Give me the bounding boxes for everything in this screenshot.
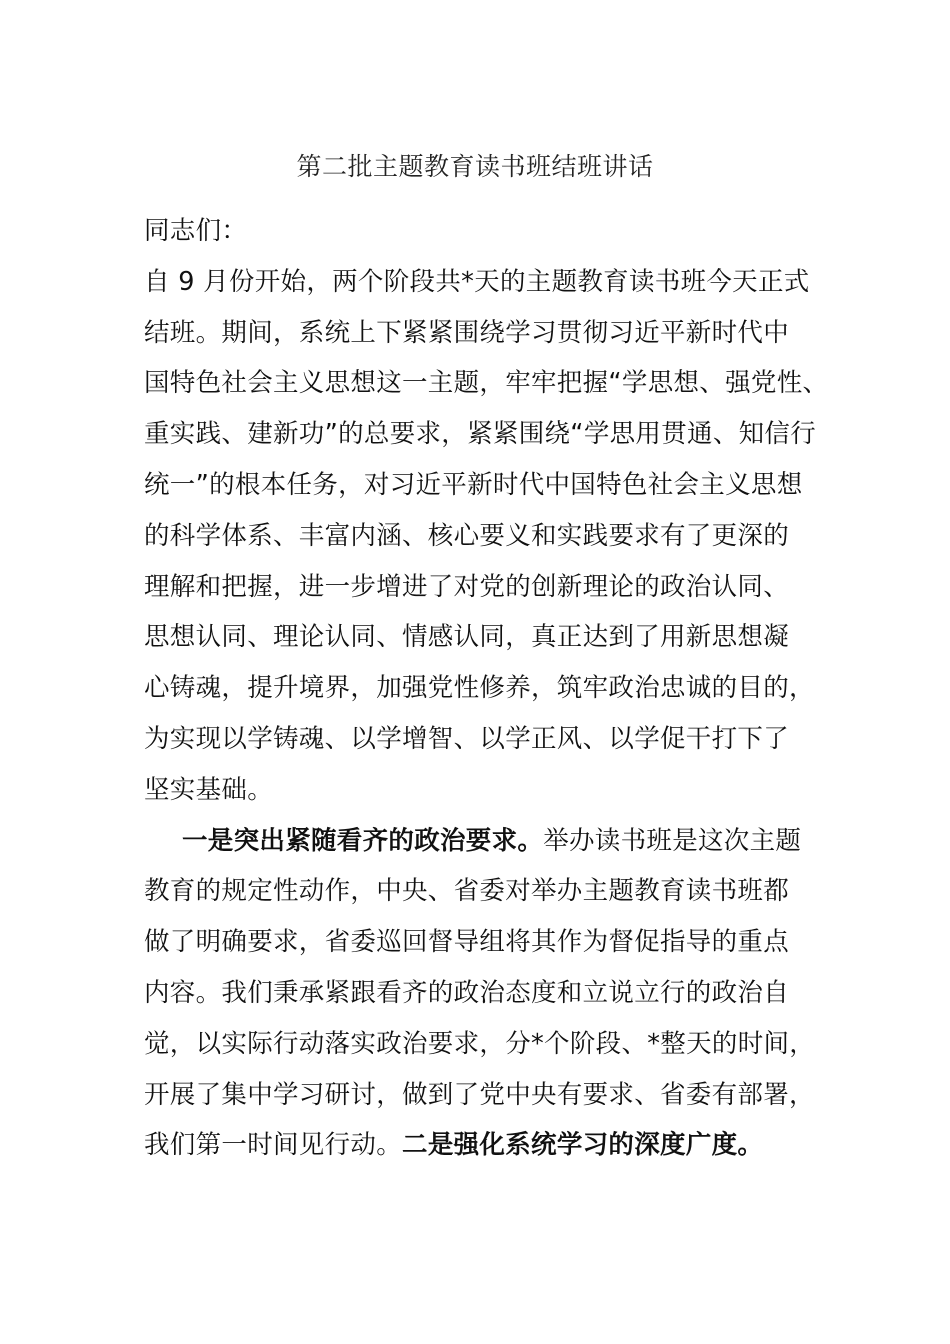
intro-line: 的科学体系、丰富内涵、核心要义和实践要求有了更深的 xyxy=(144,520,790,551)
section1-line: 觉，以实际行动落实政治要求，分*个阶段、*整天的时间， xyxy=(144,1028,816,1059)
intro-line: 理解和把握，进一步增进了对党的创新理论的政治认同、 xyxy=(144,571,790,602)
section1-line: 内容。我们秉承紧跟看齐的政治态度和立说立行的政治自 xyxy=(144,977,790,1008)
section1-line: 教育的规定性动作，中央、省委对举办主题教育读书班都 xyxy=(144,876,790,907)
section1-line: 做了明确要求，省委巡回督导组将其作为督促指导的重点 xyxy=(144,927,790,958)
intro-line: 坚实基础。 xyxy=(144,774,274,805)
intro-line: 结班。期间，系统上下紧紧围绕学习贯彻习近平新时代中 xyxy=(144,317,790,348)
intro-line: 自 9 月份开始，两个阶段共*天的主题教育读书班今天正式 xyxy=(144,266,810,297)
intro-line: 国特色社会主义思想这一主题，牢牢把握“学思想、强党性、 xyxy=(144,368,829,399)
intro-line: 重实践、建新功”的总要求，紧紧围绕“学思用贯通、知信行 xyxy=(144,419,817,450)
salutation: 同志们： xyxy=(144,216,248,246)
section1-line: 开展了集中学习研讨，做到了党中央有要求、省委有部署， xyxy=(144,1079,815,1110)
intro-line: 心铸魂，提升境界，加强党性修养，筑牢政治忠诚的目的， xyxy=(144,673,815,704)
section1-first-line xyxy=(144,820,824,871)
intro-line: 为实现以学铸魂、以学增智、以学正风、以学促干打下了 xyxy=(144,723,790,754)
document-body xyxy=(144,210,829,1175)
section2-heading: 二是强化系统学习的深度广度。 xyxy=(402,1130,764,1161)
section1-first-line-text: 举办读书班是这次主题 xyxy=(543,825,802,856)
section1-last-line-text: 我们第一时间见行动。 xyxy=(144,1130,403,1161)
section1-last-line xyxy=(144,1124,824,1175)
section1-heading: 一是突出紧随看齐的政治要求。 xyxy=(182,825,544,856)
intro-line: 统一”的根本任务，对习近平新时代中国特色社会主义思想 xyxy=(144,469,803,500)
intro-line: 思想认同、理论认同、情感认同，真正达到了用新思想凝 xyxy=(144,622,790,653)
document-title: 第二批主题教育读书班结班讲话 xyxy=(296,152,654,181)
